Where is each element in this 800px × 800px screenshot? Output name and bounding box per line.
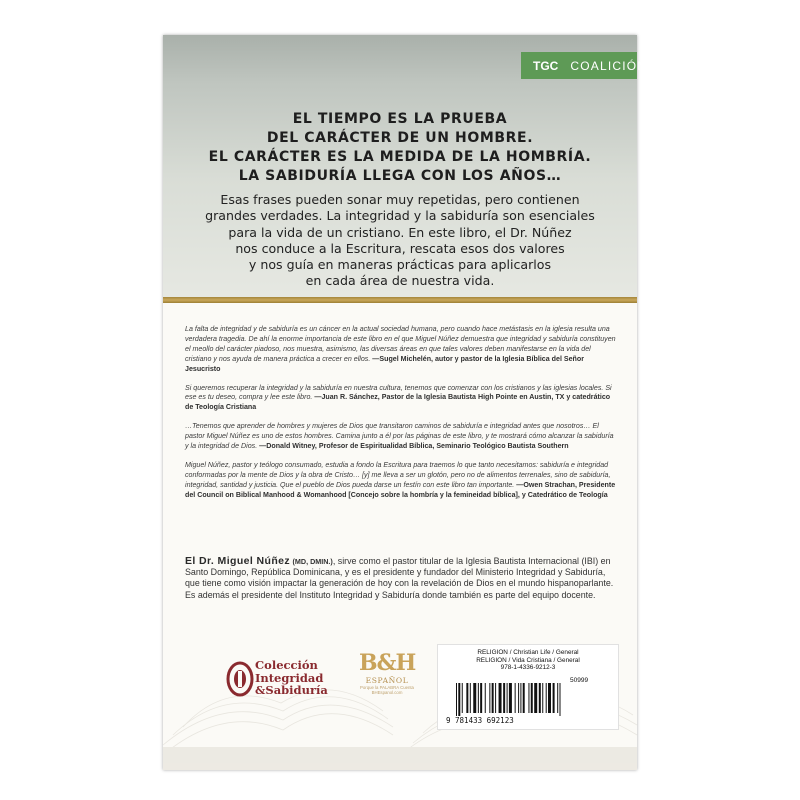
bh-website: BHEspanol.com <box>371 690 403 696</box>
barcode-bar <box>520 683 521 713</box>
bisac-codes <box>438 649 618 672</box>
barcode-bar <box>480 683 482 713</box>
endorsement-attribution: —Juan R. Sánchez, Pastor de la Iglesia Bautista High Pointe en Austin, TX y catedrático de Teología Cristiana <box>185 393 611 412</box>
series-emblem-icon <box>225 657 255 701</box>
endorsement-attribution: —Sugel Michelén, autor y pastor de la Iglesia Bíblica del Señor Jesucristo <box>185 354 584 373</box>
barcode-bar <box>560 683 561 716</box>
barcode-bar <box>492 683 494 713</box>
intro-paragraph <box>183 192 617 290</box>
bh-mark: B&H <box>359 650 416 676</box>
barcode-bar <box>553 683 555 713</box>
barcode-bar <box>539 683 541 713</box>
headline <box>163 110 637 186</box>
series-logo-line: Colección <box>255 658 318 672</box>
barcode-bar <box>489 683 490 713</box>
barcode-bar <box>499 683 502 713</box>
series-logo-line: &Sabiduría <box>255 683 328 697</box>
barcode-bar <box>531 683 533 713</box>
series-logo-line: Integridad <box>255 670 324 685</box>
tgc-brand: TGC <box>533 58 559 73</box>
intro-line: nos conduce a la Escritura, rescata esos dos valores <box>235 240 565 256</box>
endorsement-text: Si queremos recuperar la integridad y la sabiduría en nuestra cultura, tenemos que comenzar con los cristianos y las iglesias locales. Si ese es tu deseo, compra y lee este libro. <box>185 383 612 402</box>
endorsement-attribution: —Donald Witney, Profesor de Espiritualidad Bíblica, Seminario Teológico Bautista Southern <box>259 442 569 451</box>
endorsement-text: La falta de integridad y de sabiduría es un cáncer en la actual sociedad humana, pero cuando hace metástasis en la iglesia resulta una verdadera tragedia. De ahí la enorme importancia de este libro en el que Miguel Núñez demuestra que integridad y sabiduría constituyen el meollo del carácter piadoso, nos muestra, asimismo, las diversas áreas en que tales valores deben manifestarse en la vida del cristiano y nos ayuda de manera práctica a crecer en ellos. <box>185 325 616 363</box>
endorsement-text: …Tenemos que aprender de hombres y mujeres de Dios que transitaron caminos de sabiduría e integridad antes que nosotros… El pastor Miguel Núñez es uno de estos hombres. Camina junto a él por las páginas de este libro, y te mostrará cómo alcanzar la sabiduría y la integridad de Dios. <box>185 422 614 451</box>
endorsement-attribution: —Owen Strachan, Presidente del Council on Biblical Manhood & Womanhood [Concejo sobre la hombría y la femineidad bíblica], y Catedrático de Teología <box>185 480 616 499</box>
endorsement <box>185 325 617 375</box>
barcode-digits: 9 781433 692123 <box>446 716 514 725</box>
headline-line: DEL CARÁCTER DE UN HOMBRE. <box>266 130 534 146</box>
endorsement <box>185 384 617 414</box>
gold-divider <box>163 297 637 303</box>
bh-espanol-label: ESPAÑOL <box>365 676 409 685</box>
barcode-bar <box>509 683 512 713</box>
bh-espanol-logo <box>359 651 415 727</box>
author-degrees: (MD, DMIN.) <box>292 557 333 566</box>
barcode-bar <box>528 683 529 713</box>
barcode-bar <box>518 683 519 713</box>
headline-line: EL CARÁCTER ES LA MEDIDA DE LA HOMBRÍA. <box>208 149 592 165</box>
barcode-bar <box>458 683 460 716</box>
barcode-bar <box>546 683 547 713</box>
barcode-bar <box>470 683 471 713</box>
endorsement <box>185 461 617 501</box>
header-panel <box>163 35 648 297</box>
intro-line: Esas frases pueden sonar muy repetidas, pero contienen <box>220 192 580 207</box>
barcode-bars <box>454 683 604 716</box>
author-bio <box>185 556 617 601</box>
barcode-bar <box>473 683 476 713</box>
author-bio-text: , sirve como el pastor titular de la Iglesia Bautista Internacional (IBI) en Santo Domingo, República Dominicana, y es el presidente y fundador del Ministerio Integridad y Sabiduría, que tiene como visión impactar la generación de hoy con la revelación de Dios en el mundo hispanoparlante. Es además el presidente del Instituto Integridad y Sabiduría donde también es parte del equipo docente. <box>185 556 614 600</box>
intro-line: y nos guía en maneras prácticas para aplicarlos <box>248 257 552 273</box>
barcode-bar <box>466 683 468 713</box>
barcode-bar <box>557 683 558 713</box>
intro-line: en cada área de nuestra vida. <box>305 273 495 289</box>
bisac-line: RELIGION / Christian Life / General <box>477 649 579 656</box>
bisac-line: RELIGION / Vida Cristiana / General <box>476 656 580 664</box>
barcode-bar <box>485 683 486 713</box>
author-name: El Dr. Miguel Núñez <box>185 555 291 567</box>
price-code: 50999 <box>570 677 589 684</box>
bh-tagline: Porque la PALABRA Cuenta <box>360 685 414 690</box>
isbn-barcode-box <box>437 644 619 730</box>
barcode-bar <box>548 683 551 713</box>
intro-line: grandes verdades. La integridad y la sabiduría son esenciales <box>205 208 595 224</box>
barcode-bar <box>495 683 496 713</box>
coalicion-label: COALICIÓN <box>570 58 648 73</box>
book-back-cover <box>163 35 648 770</box>
barcode-bar <box>478 683 479 713</box>
barcode-bar <box>542 683 543 713</box>
coleccion-integridad-sabiduria-logo <box>225 657 353 703</box>
endorsements <box>185 325 617 510</box>
endorsement-text: Miguel Núñez, pastor y teólogo consumado, estudia a fondo la Escritura para traemos lo que tanto necesitamos: sabiduría e integridad conformadas por la mente de Dios y la obra de Cristo… [y] me lleva a ser un glotón, pero no de alimentos terrenales, sino de sabiduría, integridad, santidad y justicia. Que el pueblo de Dios pueda darse un festín con este libro tan importante. <box>185 460 611 489</box>
barcode-bar <box>523 683 525 713</box>
tgc-coalicion-badge <box>521 52 648 79</box>
barcode-bar <box>456 683 457 716</box>
barcode-bar <box>507 683 508 713</box>
headline-line: EL TIEMPO ES LA PRUEBA <box>292 111 508 127</box>
endorsement <box>185 422 617 452</box>
barcode-bar <box>503 683 505 713</box>
barcode-bar <box>462 683 463 713</box>
isbn-number: 978-1-4336-9212-3 <box>500 664 556 672</box>
barcode-bar <box>534 683 537 713</box>
headline-line: LA SABIDURÍA LLEGA CON LOS AÑOS… <box>238 168 562 184</box>
intro-line: para la vida de un cristiano. En este libro, el Dr. Núñez <box>228 224 572 240</box>
series-logo-text <box>255 659 328 697</box>
barcode-bar <box>515 683 516 713</box>
